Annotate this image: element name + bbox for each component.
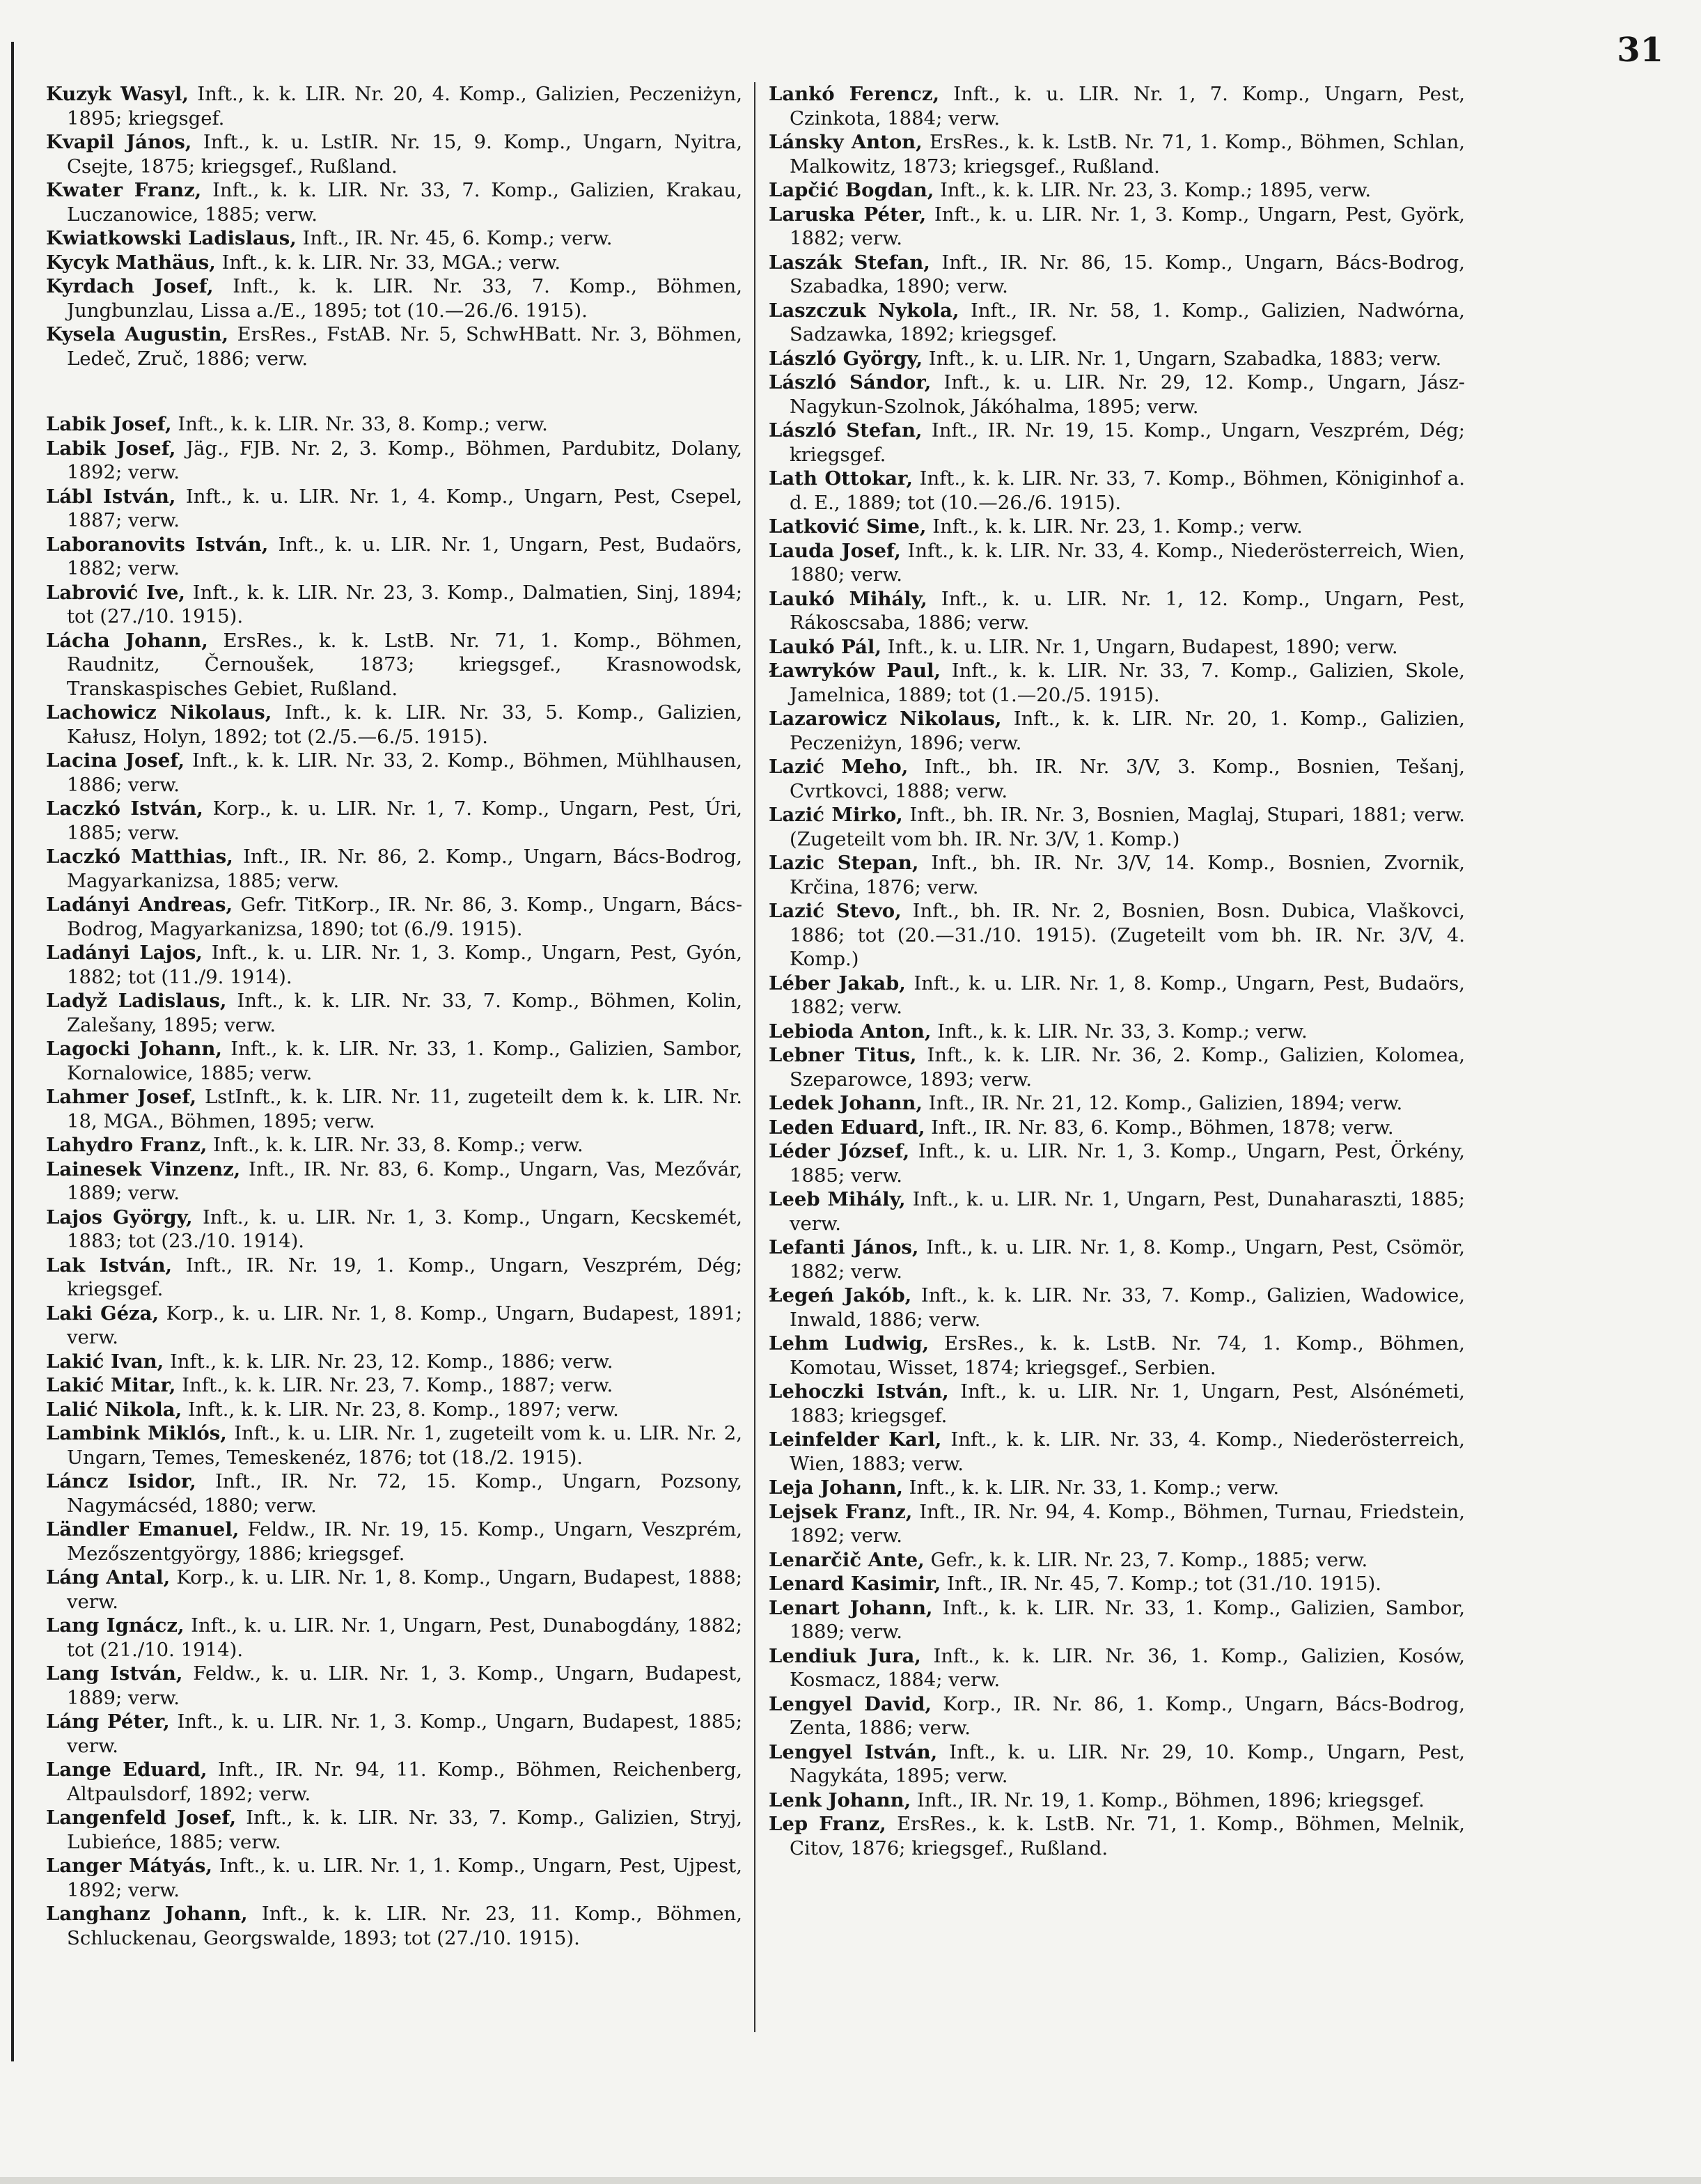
register-entry	[769, 1020, 1465, 1044]
register-entry	[769, 707, 1465, 755]
entry-name: Lazarowicz Nikolaus,	[769, 708, 1002, 730]
register-entry	[46, 1133, 742, 1157]
entry-name: Lagocki Johann,	[46, 1038, 222, 1060]
entry-details: Inft., k. k. LIR. Nr. 33, 8. Komp.; verw.	[171, 413, 548, 435]
register-entry	[46, 1518, 742, 1566]
entry-details: Inft., k. u. LIR. Nr. 1, 1. Komp., Ungarn, Pest, Ujpest, 1892; verw.	[67, 1855, 742, 1901]
entry-details: Inft., IR. Nr. 94, 4. Komp., Böhmen, Turnau, Friedstein, 1892; verw.	[790, 1500, 1465, 1547]
entry-details: Gefr. TitKorp., IR. Nr. 86, 3. Komp., Ungarn, Bács-Bodrog, Magyarkanizsa, 1890; tot (6./9. 1915).	[67, 894, 742, 940]
entry-name: Lauda Josef,	[769, 539, 901, 562]
register-entry	[769, 1476, 1465, 1500]
register-entry	[46, 1566, 742, 1614]
entry-details: Inft., k. u. LIR. Nr. 1, 3. Komp., Ungarn, Kecskemét, 1883; tot (23./10. 1914).	[67, 1206, 742, 1252]
register-entry	[769, 1788, 1465, 1813]
register-entry	[46, 1758, 742, 1806]
entry-name: Laszczuk Nykola,	[769, 299, 959, 322]
entry-details: Inft., k. k. LIR. Nr. 33, 5. Komp., Galizien, Kałusz, Holyn, 1892; tot (2./5.—6./5. 1915).	[67, 701, 742, 748]
entry-name: Lefanti János,	[769, 1236, 919, 1258]
entry-name: Lazić Meho,	[769, 756, 909, 778]
entry-details: Feldw., k. u. LIR. Nr. 1, 3. Komp., Ungarn, Budapest, 1889; verw.	[67, 1662, 742, 1709]
entry-name: Langer Mátyás,	[46, 1855, 212, 1877]
entry-details: Inft., k. u. LIR. Nr. 1, Ungarn, Pest, Dunaharaszti, 1885; verw.	[790, 1188, 1465, 1235]
register-entry	[769, 1091, 1465, 1116]
entry-details: Inft., IR. Nr. 21, 12. Komp., Galizien, 1894; verw.	[922, 1092, 1403, 1114]
entry-name: Kvapil János,	[46, 131, 192, 153]
entry-details: Inft., k. u. LIR. Nr. 1, 12. Komp., Ungarn, Pest, Rákoscsaba, 1886; verw.	[790, 587, 1465, 634]
entry-name: Lenarčič Ante,	[769, 1548, 925, 1571]
register-entry	[46, 1206, 742, 1254]
register-entry	[46, 701, 742, 749]
entry-name: Kwiatkowski Ladislaus,	[46, 227, 297, 249]
register-entry	[46, 1806, 742, 1854]
register-entry	[46, 1398, 742, 1422]
entry-name: Láncz Isidor,	[46, 1470, 196, 1492]
entry-name: László György,	[769, 347, 923, 370]
entry-name: Leja Johann,	[769, 1476, 903, 1499]
register-entry	[46, 533, 742, 581]
register-entry	[46, 1157, 742, 1206]
entry-details: ErsRes., k. k. LstB. Nr. 74, 1. Komp., Böhmen, Komotau, Wisset, 1874; kriegsgef., Serbien.	[790, 1332, 1465, 1379]
entry-name: Lahmer Josef,	[46, 1086, 197, 1108]
entry-name: Láng Péter,	[46, 1710, 170, 1733]
entry-name: Léber Jakab,	[769, 972, 906, 994]
entry-details: Inft., k. k. LIR. Nr. 23, 8. Komp., 1897; verw.	[182, 1398, 619, 1421]
register-entry	[769, 1644, 1465, 1692]
entry-details: Inft., IR. Nr. 19, 1. Komp., Böhmen, 1896; kriegsgef.	[911, 1788, 1425, 1811]
entry-name: Lazic Stepan,	[769, 852, 919, 874]
entry-details: Inft., k. k. LIR. Nr. 33, 7. Komp., Böhmen, Kolin, Zalešany, 1895; verw.	[67, 990, 742, 1036]
entry-details: Inft., k. k. LIR. Nr. 23, 1. Komp.; verw.	[926, 515, 1303, 538]
register-entry	[46, 749, 742, 797]
register-entry	[769, 178, 1465, 203]
entry-details: Inft., IR. Nr. 86, 2. Komp., Ungarn, Bács-Bodrog, Magyarkanizsa, 1885; verw.	[67, 845, 743, 892]
register-entry	[46, 1085, 742, 1133]
entry-name: Langhanz Johann,	[46, 1903, 248, 1925]
entry-name: László Stefan,	[769, 419, 923, 442]
entry-details: Inft., k. u. LIR. Nr. 1, Ungarn, Pest, Budaörs, 1882; verw.	[67, 533, 742, 579]
bottom-edge	[0, 2177, 1701, 2184]
entry-details: Inft., k. u. LIR. Nr. 1, 3. Komp., Ungarn, Pest, Örkény, 1885; verw.	[790, 1140, 1465, 1187]
entry-details: Inft., IR. Nr. 94, 11. Komp., Böhmen, Reichenberg, Altpaulsdorf, 1892; verw.	[67, 1758, 742, 1805]
entry-name: Kwater Franz,	[46, 179, 202, 201]
entry-details: Inft., k. k. LIR. Nr. 33, 2. Komp., Böhmen, Mühlhausen, 1886; verw.	[67, 749, 742, 796]
entry-name: Laboranovits István,	[46, 533, 269, 556]
register-entry	[769, 1548, 1465, 1573]
register-entry	[769, 130, 1465, 178]
entry-name: Lenk Johann,	[769, 1788, 911, 1811]
register-entry	[46, 412, 742, 437]
entry-details: Inft., k. k. LIR. Nr. 20, 1. Komp., Galizien, Peczeniżyn, 1896; verw.	[790, 708, 1465, 754]
entry-name: Lang Ignácz,	[46, 1614, 185, 1637]
entry-name: Lebner Titus,	[769, 1044, 917, 1066]
entry-name: Łegeń Jakób,	[769, 1284, 912, 1306]
entry-details: Inft., k. u. LIR. Nr. 1, 7. Komp., Ungarn, Pest, Czinkota, 1884; verw.	[790, 83, 1465, 130]
entry-details: Inft., k. k. LIR. Nr. 33, 7. Komp., Galizien, Wadowice, Inwald, 1886; verw.	[790, 1284, 1466, 1331]
left-margin-rule	[11, 42, 14, 2061]
register-entry	[46, 322, 742, 370]
register-entry	[46, 82, 742, 130]
entry-name: Ladyž Ladislaus,	[46, 990, 227, 1012]
register-entry	[46, 485, 742, 533]
register-entry	[769, 467, 1465, 515]
entry-details: Inft., k. u. LIR. Nr. 1, 3. Komp., Ungarn, Pest, Györk, 1882; verw.	[790, 203, 1465, 249]
entry-details: Inft., IR. Nr. 58, 1. Komp., Galizien, Nadwórna, Sadzawka, 1892; kriegsgef.	[790, 299, 1465, 345]
entry-details: Inft., k. u. LIR. Nr. 1, 8. Komp., Ungarn, Pest, Budaörs, 1882; verw.	[790, 972, 1466, 1018]
entry-name: Léder József,	[769, 1140, 910, 1162]
entry-details: Inft., bh. IR. Nr. 3/V, 14. Komp., Bosnien, Zvornik, Krčina, 1876; verw.	[790, 852, 1465, 898]
entry-details: Inft., IR. Nr. 19, 15. Komp., Ungarn, Veszprém, Dég; kriegsgef.	[790, 419, 1465, 466]
register-entry	[46, 797, 742, 845]
entry-details: Inft., IR. Nr. 83, 6. Komp., Böhmen, 1878; verw.	[925, 1116, 1394, 1139]
entry-name: Lengyel István,	[769, 1740, 938, 1763]
entry-name: Laukó Mihály,	[769, 587, 927, 610]
entry-details: Jäg., FJB. Nr. 2, 3. Komp., Böhmen, Pardubitz, Dolany, 1892; verw.	[67, 437, 742, 483]
entry-details: Inft., k. u. LIR. Nr. 1, 4. Komp., Ungarn, Pest, Csepel, 1887; verw.	[67, 485, 742, 531]
entry-details: Inft., IR. Nr. 45, 7. Komp.; tot (31./10. 1915).	[941, 1573, 1381, 1595]
register-entry	[769, 899, 1465, 972]
entry-details: Inft., IR. Nr. 19, 1. Komp., Ungarn, Veszprém, Dég; kriegsgef.	[67, 1254, 742, 1300]
entry-details: LstInft., k. k. LIR. Nr. 11, zugeteilt dem k. k. LIR. Nr. 18, MGA., Böhmen, 1895; verw.	[67, 1086, 743, 1132]
entry-name: Ławryków Paul,	[769, 660, 941, 682]
register-entry	[769, 370, 1465, 419]
entry-name: Labik Josef,	[46, 437, 176, 460]
register-entry	[769, 299, 1465, 347]
entry-name: Laruska Péter,	[769, 203, 927, 226]
entry-details: Korp., k. u. LIR. Nr. 1, 8. Komp., Ungarn, Budapest, 1891; verw.	[67, 1302, 742, 1348]
entry-details: Inft., k. k. LIR. Nr. 33, 1. Komp., Galizien, Sambor, 1889; verw.	[790, 1596, 1466, 1643]
entry-details: Inft., k. k. LIR. Nr. 23, 11. Komp., Böhmen, Schluckenau, Georgswalde, 1893; tot (27./10. 1915).	[67, 1903, 742, 1949]
register-entry	[769, 972, 1465, 1020]
entry-name: Laczkó Matthias,	[46, 845, 233, 868]
register-entry	[769, 1428, 1465, 1476]
register-entry	[46, 1469, 742, 1518]
entry-name: Kysela Augustin,	[46, 323, 229, 345]
entry-details: Inft., k. k. LIR. Nr. 33, 3. Komp.; verw.	[931, 1020, 1308, 1043]
entry-name: Lejsek Franz,	[769, 1500, 913, 1523]
register-entry	[46, 845, 742, 893]
register-entry	[769, 251, 1465, 299]
register-entry	[769, 82, 1465, 130]
entry-name: Lajos György,	[46, 1206, 193, 1228]
register-entry	[769, 539, 1465, 587]
entry-name: Leden Eduard,	[769, 1116, 925, 1139]
entry-details: Korp., k. u. LIR. Nr. 1, 8. Komp., Ungarn, Budapest, 1888; verw.	[67, 1566, 742, 1613]
register-entry	[769, 515, 1465, 539]
entry-details: Inft., k. k. LIR. Nr. 23, 3. Komp., Dalmatien, Sinj, 1894; tot (27./10. 1915).	[67, 581, 742, 627]
entry-name: Lang István,	[46, 1662, 183, 1685]
entry-details: Inft., k. u. LIR. Nr. 1, Ungarn, Budapest, 1890; verw.	[881, 635, 1398, 658]
entry-name: Lazić Stevo,	[769, 900, 902, 922]
register-entry	[769, 347, 1465, 371]
register-entry	[769, 1332, 1465, 1380]
register-entry	[769, 1187, 1465, 1235]
entry-name: Lehm Ludwig,	[769, 1332, 930, 1355]
entry-name: Lambink Miklós,	[46, 1422, 227, 1444]
register-entry	[769, 1740, 1465, 1788]
entry-name: Lenart Johann,	[769, 1596, 933, 1619]
entry-details: Inft., k. u. LIR. Nr. 1, 3. Komp., Ungarn, Pest, Gyón, 1882; tot (11./9. 1914).	[67, 942, 742, 988]
register-entry	[769, 755, 1465, 803]
entry-details: Inft., k. k. LIR. Nr. 33, 1. Komp.; verw.	[902, 1476, 1280, 1499]
register-entry	[46, 1373, 742, 1398]
register-entry	[769, 803, 1465, 851]
register-entry	[46, 1254, 742, 1302]
entry-details: Inft., k. u. LstIR. Nr. 15, 9. Komp., Ungarn, Nyitra, Csejte, 1875; kriegsgef., Rußland.	[67, 131, 742, 178]
register-entry	[769, 1380, 1465, 1428]
entry-details: Inft., k. k. LIR. Nr. 33, 7. Komp., Galizien, Stryj, Lubieńce, 1885; verw.	[67, 1807, 742, 1853]
entry-name: Lengyel David,	[769, 1692, 932, 1715]
entry-details: Inft., k. k. LIR. Nr. 33, 7. Komp., Böhmen, Königinhof a. d. E., 1889; tot (10.—26./6. 1915).	[790, 467, 1466, 514]
entry-name: Langenfeld Josef,	[46, 1807, 237, 1829]
register-entry	[46, 251, 742, 275]
entry-details: Inft., k. u. LIR. Nr. 1, Ungarn, Szabadka, 1883; verw.	[923, 347, 1442, 370]
entry-details: Korp., IR. Nr. 86, 1. Komp., Ungarn, Bács-Bodrog, Zenta, 1886; verw.	[790, 1692, 1465, 1739]
entry-name: Ladányi Andreas,	[46, 894, 233, 916]
entry-details: Inft., bh. IR. Nr. 2, Bosnien, Bosn. Dubica, Vlaškovci, 1886; tot (20.—31./10. 1915). (Zugeteilt vom bh. IR. Nr. 3/V, 4. Komp.)	[790, 900, 1465, 970]
entry-details: ErsRes., k. k. LstB. Nr. 71, 1. Komp., Böhmen, Raudnitz, Černoušek, 1873; kriegsgef., Krasnowodsk, Transkaspisches Gebiet, Rußland.	[67, 629, 742, 700]
column-divider	[754, 82, 755, 2032]
entry-name: Lange Eduard,	[46, 1758, 207, 1781]
register-entry	[46, 274, 742, 322]
entry-details: Inft., k. u. LIR. Nr. 1, 3. Komp., Ungarn, Budapest, 1885; verw.	[67, 1710, 742, 1757]
entry-name: Lankó Ferencz,	[769, 83, 940, 105]
register-entry	[769, 587, 1465, 635]
right-column	[769, 82, 1465, 1860]
entry-details: Inft., k. u. LIR. Nr. 29, 12. Komp., Ungarn, Jász-Nagykun-Szolnok, Jákóhalma, 1895; verw.	[790, 371, 1465, 418]
register-entry	[46, 1421, 742, 1469]
entry-name: Laczkó István,	[46, 797, 203, 820]
entry-details: Inft., IR. Nr. 86, 15. Komp., Ungarn, Bács-Bodrog, Szabadka, 1890; verw.	[790, 251, 1465, 297]
entry-details: Inft., k. k. LIR. Nr. 23, 7. Komp., 1887; verw.	[175, 1374, 613, 1396]
entry-details: Inft., k. k. LIR. Nr. 33, 7. Komp., Galizien, Skole, Jamelnica, 1889; tot (1.—20./5. 1915).	[790, 660, 1465, 706]
register-entry	[46, 1302, 742, 1350]
section-gap	[46, 370, 742, 412]
register-entry	[46, 1037, 742, 1085]
entry-details: Inft., bh. IR. Nr. 3, Bosnien, Maglaj, Stupari, 1881; verw. (Zugeteilt vom bh. IR. Nr. 3/V, 1. Komp.)	[790, 804, 1465, 850]
register-entry	[769, 1572, 1465, 1596]
entry-details: Korp., k. u. LIR. Nr. 1, 7. Komp., Ungarn, Pest, Úri, 1885; verw.	[67, 797, 743, 844]
register-entry	[769, 203, 1465, 251]
entry-name: Lehoczki István,	[769, 1380, 949, 1403]
entry-details: Inft., k. k. LIR. Nr. 33, 8. Komp.; verw.	[207, 1134, 583, 1156]
entry-name: László Sándor,	[769, 371, 932, 393]
entry-details: Inft., k. k. LIR. Nr. 33, 7. Komp., Böhmen, Jungbunzlau, Lissa a./E., 1895; tot (10.—26./6. 1915).	[67, 275, 742, 322]
entry-details: Inft., k. k. LIR. Nr. 36, 2. Komp., Galizien, Kolomea, Szeparowce, 1893; verw.	[790, 1044, 1465, 1091]
register-entry	[769, 659, 1465, 707]
entry-name: Láng Antal,	[46, 1566, 171, 1589]
register-entry	[46, 941, 742, 989]
entry-name: Lainesek Vinzenz,	[46, 1157, 241, 1180]
entry-details: Inft., IR. Nr. 72, 15. Komp., Ungarn, Pozsony, Nagymácséd, 1880; verw.	[67, 1470, 742, 1517]
entry-name: Leinfelder Karl,	[769, 1428, 942, 1451]
entry-details: Inft., k. u. LIR. Nr. 1, 8. Komp., Ungarn, Pest, Csömör, 1882; verw.	[790, 1236, 1466, 1283]
register-entry	[46, 226, 742, 251]
entry-name: Lazić Mirko,	[769, 804, 903, 826]
entry-details: Inft., IR. Nr. 45, 6. Komp.; verw.	[296, 227, 613, 249]
entry-details: Inft., k. u. LIR. Nr. 1, Ungarn, Pest, Alsónémeti, 1883; kriegsgef.	[790, 1380, 1465, 1427]
register-entry	[46, 437, 742, 485]
register-entry	[769, 851, 1465, 899]
entry-details: Inft., k. k. LIR. Nr. 33, 4. Komp., Niederösterreich, Wien, 1880; verw.	[790, 539, 1465, 586]
entry-name: Lahydro Franz,	[46, 1134, 207, 1156]
register-entry	[769, 1812, 1465, 1860]
register-entry	[46, 893, 742, 941]
entry-details: Inft., k. u. LIR. Nr. 1, zugeteilt vom k. u. LIR. Nr. 2, Ungarn, Temes, Temeskenéz, 1876; tot (18./2. 1915).	[67, 1422, 742, 1469]
entry-name: Ledek Johann,	[769, 1092, 923, 1114]
register-entry	[769, 1235, 1465, 1284]
entry-details: Inft., bh. IR. Nr. 3/V, 3. Komp., Bosnien, Tešanj, Cvrtkovci, 1888; verw.	[790, 756, 1465, 802]
register-entry	[46, 1902, 742, 1950]
register-entry	[769, 1139, 1465, 1187]
entry-details: Inft., k. k. LIR. Nr. 33, MGA.; verw.	[215, 251, 561, 274]
entry-name: Lenard Kasimir,	[769, 1573, 941, 1595]
entry-details: Inft., k. k. LIR. Nr. 36, 1. Komp., Galizien, Kosów, Kosmacz, 1884; verw.	[790, 1644, 1465, 1691]
entry-name: Lakić Mitar,	[46, 1374, 176, 1396]
register-entry	[769, 1596, 1465, 1644]
entry-name: Lendiuk Jura,	[769, 1644, 921, 1667]
register-entry	[769, 1692, 1465, 1740]
left-column	[46, 82, 742, 1950]
page-number: 31	[1617, 31, 1663, 70]
entry-details: Inft., k. k. LIR. Nr. 33, 7. Komp., Galizien, Krakau, Luczanowice, 1885; verw.	[67, 179, 743, 226]
entry-name: Lánsky Anton,	[769, 131, 923, 153]
entry-name: Lachowicz Nikolaus,	[46, 701, 272, 724]
entry-name: Lalić Nikola,	[46, 1398, 182, 1421]
entry-details: ErsRes., k. k. LstB. Nr. 71, 1. Komp., Böhmen, Melnik, Citov, 1876; kriegsgef., Rußland.	[790, 1813, 1466, 1859]
entry-name: Kyrdach Josef,	[46, 275, 214, 297]
entry-name: Lakić Ivan,	[46, 1350, 164, 1373]
entry-name: Leeb Mihály,	[769, 1188, 906, 1210]
entry-name: Kycyk Mathäus,	[46, 251, 216, 274]
entry-details: Inft., k. u. LIR. Nr. 1, Ungarn, Pest, Dunabogdány, 1882; tot (21./10. 1914).	[67, 1614, 742, 1661]
entry-name: Lak István,	[46, 1254, 173, 1277]
register-entry	[46, 1350, 742, 1374]
register-entry	[46, 989, 742, 1037]
entry-name: Laukó Pál,	[769, 635, 881, 658]
entry-details: Inft., k. k. LIR. Nr. 33, 4. Komp., Niederösterreich, Wien, 1883; verw.	[790, 1428, 1465, 1475]
entry-details: Inft., IR. Nr. 83, 6. Komp., Ungarn, Vas, Mezővár, 1889; verw.	[67, 1157, 742, 1204]
register-entry	[769, 1116, 1465, 1140]
entry-details: Feldw., IR. Nr. 19, 15. Komp., Ungarn, Veszprém, Mezőszentgyörgy, 1886; kriegsgef.	[67, 1518, 743, 1565]
register-entry	[46, 1854, 742, 1902]
register-entry	[769, 1500, 1465, 1548]
register-entry	[46, 581, 742, 629]
entry-details: Inft., k. k. LIR. Nr. 33, 1. Komp., Galizien, Sambor, Kornalowice, 1885; verw.	[67, 1038, 742, 1084]
entry-details: ErsRes., FstAB. Nr. 5, SchwHBatt. Nr. 3, Böhmen, Ledeč, Zruč, 1886; verw.	[67, 323, 743, 370]
register-entry	[46, 1662, 742, 1710]
register-entry	[769, 635, 1465, 660]
register-entry	[769, 419, 1465, 467]
entry-name: Laki Géza,	[46, 1302, 159, 1325]
entry-details: Inft., k. k. LIR. Nr. 23, 3. Komp.; 1895, verw.	[934, 179, 1372, 201]
entry-details: Gefr., k. k. LIR. Nr. 23, 7. Komp., 1885; verw.	[924, 1548, 1368, 1571]
register-entry	[46, 178, 742, 226]
entry-name: Lábl István,	[46, 485, 176, 508]
entry-name: Lath Ottokar,	[769, 467, 913, 490]
entry-name: Ländler Emanuel,	[46, 1518, 240, 1540]
entry-name: Lácha Johann,	[46, 629, 208, 652]
entry-name: Lep Franz,	[769, 1813, 886, 1835]
register-entry	[46, 629, 742, 701]
entry-name: Latković Sime,	[769, 515, 927, 538]
entry-name: Lebioda Anton,	[769, 1020, 932, 1043]
entry-details: Inft., k. u. LIR. Nr. 29, 10. Komp., Ungarn, Pest, Nagykáta, 1895; verw.	[790, 1740, 1465, 1787]
register-entry	[46, 1710, 742, 1758]
entry-name: Lapčić Bogdan,	[769, 179, 934, 201]
entry-details: Inft., k. k. LIR. Nr. 20, 4. Komp., Galizien, Peczeniżyn, 1895; kriegsgef.	[67, 83, 742, 130]
register-entry	[769, 1284, 1465, 1332]
entry-name: Laszák Stefan,	[769, 251, 930, 274]
entry-name: Labrović Ive,	[46, 581, 185, 604]
entry-name: Kuzyk Wasyl,	[46, 83, 189, 105]
entry-details: ErsRes., k. k. LstB. Nr. 71, 1. Komp., Böhmen, Schlan, Malkowitz, 1873; kriegsgef., Rußland.	[790, 131, 1465, 178]
register-entry	[769, 1043, 1465, 1091]
entry-name: Labik Josef,	[46, 413, 172, 435]
entry-name: Lacina Josef,	[46, 749, 185, 772]
register-entry	[46, 1614, 742, 1662]
entry-details: Inft., k. k. LIR. Nr. 23, 12. Komp., 1886; verw.	[164, 1350, 613, 1373]
entry-name: Ladányi Lajos,	[46, 942, 203, 964]
register-entry	[46, 130, 742, 178]
